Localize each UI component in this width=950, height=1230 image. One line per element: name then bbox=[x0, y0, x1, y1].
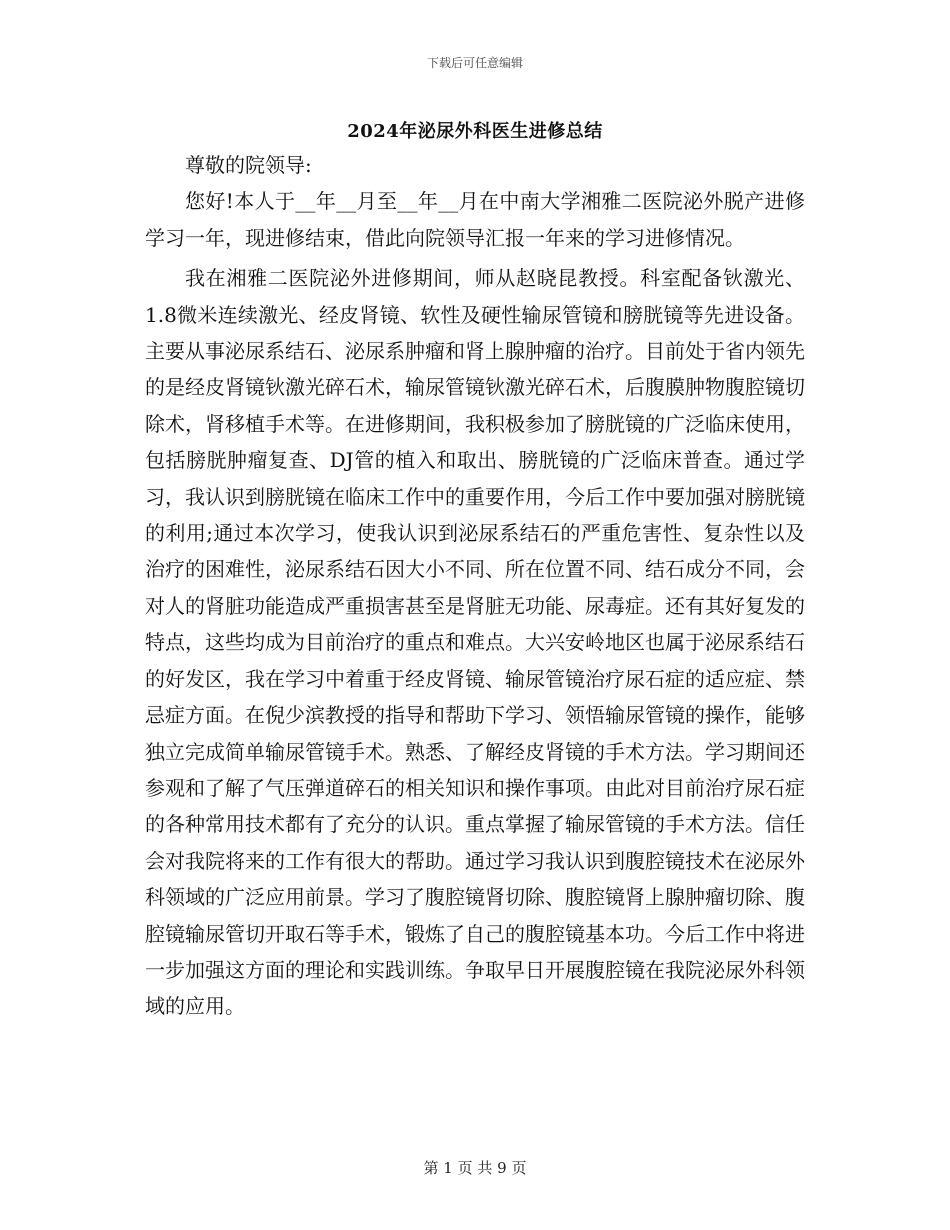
salutation: 尊敬的院领导: bbox=[185, 153, 312, 177]
document-title: 2024年泌尿外科医生进修总结 bbox=[347, 121, 603, 142]
page-number: 第 1 页 共 9 页 bbox=[423, 1159, 527, 1177]
body-paragraph: 您好!本人于__年__月至__年__月在中南大学湘雅二医院泌外脱产进修学习一年，现进修结束，借此向院领导汇报一年来的学习进修情况。 bbox=[145, 189, 805, 250]
header-note: 下载后可任意编辑 bbox=[426, 56, 523, 70]
body-paragraph: 我在湘雅二医院泌外进修期间，师从赵晓昆教授。科室配备钬激光、1.8微米连续激光、经皮肾镜、软性及硬性输尿管镜和膀胱镜等先进设备。主要从事泌尿系结石、泌尿系肿瘤和肾上腺肿瘤的治疗。目前处于省内领先的是经皮肾镜钬激光碎石术，输尿管镜钬激光碎石术，后腹膜肿物腹腔镜切除术，肾移植手术等。在进修期间，我积极参加了膀胱镜的广泛临床使用，包括膀胱肿瘤复查、DJ管的植入和取出、膀胱镜的广泛临床普查。通过学习，我认识到膀胱镜在临床工作中的重要作用，今后工作中要加强对膀胱镜的利用;通过本次学习，使我认识到泌尿系结石的严重危害性、复杂性以及治疗的困难性，泌尿系结石因大小不同、所在位置不同、结石成分不同，会对人的肾脏功能造成严重损害甚至是肾脏无功能、尿毒症。还有其好复发的特点，这些均成为目前治疗的重点和难点。大兴安岭地区也属于泌尿系结石的好发区，我在学习中着重于经皮肾镜、输尿管镜治疗尿石症的适应症、禁忌症方面。在倪少滨教授的指导和帮助下学习、领悟输尿管镜的操作，能够独立完成简单输尿管镜手术。熟悉、了解经皮肾镜的手术方法。学习期间还参观和了解了气压弹道碎石的相关知识和操作事项。由此对目前治疗尿石症的各种常用技术都有了充分的认识。重点掌握了输尿管镜的手术方法。信任会对我院将来的工作有很大的帮助。通过学习我认识到腹腔镜技术在泌尿外科领域的广泛应用前景。学习了腹腔镜肾切除、腹腔镜肾上腺肿瘤切除、腹腔镜输尿管切开取石等手术，锻炼了自己的腹腔镜基本功。今后工作中将进一步加强这方面的理论和实践训练。争取早日开展腹腔镜在我院泌尿外科领域的应用。 bbox=[145, 266, 805, 1019]
document-body bbox=[145, 147, 805, 1025]
